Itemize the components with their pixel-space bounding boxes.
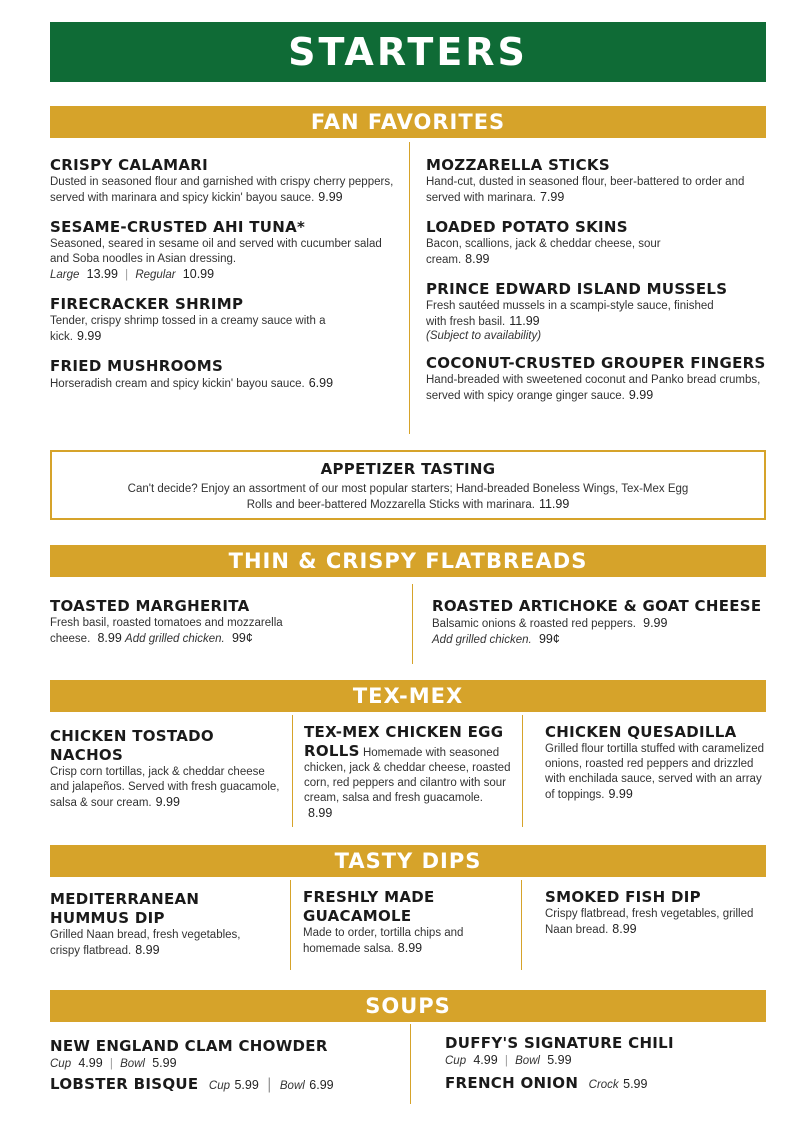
item-description: Dusted in seasoned flour and garnished with crispy cherry peppers, served with marinara and spicy kickin' bayou sauce. 9.99	[50, 176, 394, 204]
item-price: 4.99	[473, 1053, 498, 1067]
section-header-tex-mex: TEX-MEX	[50, 680, 766, 712]
item-description: Grilled flour tortilla stuffed with caramelized onions, roasted red peppers and drizzled with enchilada sauce, served with an array of toppings. 9.99	[545, 743, 765, 801]
item-name: TOASTED MARGHERITA	[50, 597, 250, 615]
menu-item	[50, 218, 400, 283]
menu-item	[50, 727, 286, 811]
item-name: SESAME-CRUSTED AHI TUNA*	[50, 218, 306, 236]
menu-item	[50, 295, 400, 345]
menu-item: DUFFY'S SIGNATURE CHILI Cup 4.99 | Bowl 5.99	[445, 1034, 765, 1069]
item-price: 99¢	[231, 631, 253, 645]
item-price: 4.99	[78, 1056, 103, 1070]
appetizer-tasting-box	[50, 450, 766, 520]
item-price: 13.99	[86, 267, 118, 281]
item-description: Fresh sautéed mussels in a scampi-style sauce, finished with fresh basil. 11.99	[426, 300, 714, 328]
item-size-options: Large 13.99 | Regular 10.99	[50, 267, 215, 281]
item-price: 11.99	[538, 497, 570, 511]
item-description: Balsamic onions & roasted red peppers. 9.99	[432, 616, 668, 630]
item-name: CHICKEN QUESADILLA	[545, 723, 737, 741]
menu-item	[50, 597, 350, 647]
item-name: PRINCE EDWARD ISLAND MUSSELS	[426, 280, 728, 298]
menu-item	[426, 354, 766, 404]
menu-item	[50, 890, 280, 959]
column-divider	[290, 880, 291, 970]
column-divider	[522, 715, 523, 827]
item-description: Crispy flatbread, fresh vegetables, grilled Naan bread. 8.99	[545, 908, 754, 936]
menu-item	[50, 156, 400, 206]
item-name: LOBSTER BISQUE	[50, 1075, 199, 1093]
item-name: FIRECRACKER SHRIMP	[50, 295, 244, 313]
menu-item	[304, 723, 514, 822]
item-name: COCONUT-CRUSTED GROUPER FINGERS	[426, 354, 766, 372]
item-description: Fresh basil, roasted tomatoes and mozzarella cheese. 8.99 Add grilled chicken. 99¢	[50, 617, 283, 645]
item-price: 9.99	[155, 795, 180, 809]
item-price: 11.99	[509, 314, 540, 328]
item-name: FRENCH ONION	[445, 1074, 579, 1092]
item-price: 5.99	[152, 1056, 177, 1070]
section-header-tasty-dips: TASTY DIPS	[50, 845, 766, 877]
menu-item	[50, 357, 400, 392]
menu-item	[426, 280, 766, 342]
item-note: (Subject to availability)	[426, 330, 542, 342]
item-name: TEX-MEX CHICKEN EGG ROLLS	[304, 723, 504, 760]
item-price: 9.99	[643, 616, 668, 630]
item-name: SMOKED FISH DIP	[545, 888, 701, 906]
item-price: 9.99	[318, 190, 343, 204]
menu-item	[426, 156, 766, 206]
item-description: Bacon, scallions, jack & cheddar cheese, sour cream. 8.99	[426, 238, 661, 266]
item-name: CHICKEN TOSTADO NACHOS	[50, 727, 214, 764]
fan-favorites-left-column	[50, 156, 400, 404]
item-price: 9.99	[77, 329, 102, 343]
item-description: Horseradish cream and spicy kickin' bayou sauce. 6.99	[50, 376, 334, 390]
item-price: 5.99	[547, 1053, 572, 1067]
item-name: LOADED POTATO SKINS	[426, 218, 628, 236]
item-price: 5.99	[623, 1077, 648, 1091]
item-description: Hand-breaded with sweetened coconut and Panko bread crumbs, served with spicy orange ginger sauce. 9.99	[426, 374, 761, 402]
item-name: ROASTED ARTICHOKE & GOAT CHEESE	[432, 597, 762, 615]
column-divider	[292, 715, 293, 827]
item-price: 6.99	[309, 1078, 334, 1092]
item-description: Made to order, tortilla chips and homemade salsa. 8.99	[303, 927, 464, 955]
column-divider	[521, 880, 522, 970]
item-description: Tender, crispy shrimp tossed in a creamy sauce with a kick. 9.99	[50, 315, 326, 343]
soups-left-column	[50, 1037, 400, 1094]
item-price: 8.99	[135, 943, 160, 957]
item-name: DUFFY'S SIGNATURE CHILI	[445, 1034, 674, 1052]
item-price: 8.99	[465, 252, 490, 266]
item-name: CRISPY CALAMARI	[50, 156, 208, 174]
item-description: Seasoned, seared in sesame oil and served with cucumber salad and Soba noodles in Asian dressing.	[50, 238, 382, 265]
menu-item: LOBSTER BISQUE Cup 5.99 | Bowl 6.99	[50, 1075, 334, 1093]
item-price: 8.99	[397, 941, 423, 955]
menu-item	[545, 723, 765, 803]
item-description: Can't decide? Enjoy an assortment of our most popular starters; Hand-breaded Boneless Wings, Tex-Mex Egg Rolls and beer-battered Mozzarella Sticks with marinara. 11.99	[127, 483, 689, 511]
item-name: APPETIZER TASTING	[320, 460, 496, 478]
item-name: FRIED MUSHROOMS	[50, 357, 224, 375]
item-price: 5.99	[234, 1078, 259, 1092]
item-description: Crisp corn tortillas, jack & cheddar cheese and jalapeños. Served with fresh guacamole, salsa & sour cream. 9.99	[50, 766, 280, 809]
column-divider	[412, 584, 413, 664]
menu-item: NEW ENGLAND CLAM CHOWDER Cup 4.99 | Bowl 5.99	[50, 1037, 400, 1072]
page-title: STARTERS	[50, 22, 766, 82]
column-divider	[409, 142, 410, 434]
item-price: 8.99	[612, 922, 637, 936]
item-price: 9.99	[628, 388, 654, 402]
item-price: 99¢	[538, 632, 560, 646]
item-name: FRESHLY MADE GUACAMOLE	[303, 888, 435, 925]
column-divider	[410, 1024, 411, 1104]
item-name: MOZZARELLA STICKS	[426, 156, 610, 174]
menu-item	[303, 888, 508, 957]
item-price: 6.99	[308, 376, 334, 390]
item-price: 7.99	[539, 190, 565, 204]
item-price: 9.99	[608, 787, 633, 801]
menu-item	[545, 888, 767, 938]
item-price: 8.99	[308, 806, 333, 820]
menu-item	[426, 218, 766, 268]
item-price: 8.99	[97, 631, 122, 645]
soups-right-column	[445, 1034, 765, 1093]
item-description: Hand-cut, dusted in seasoned flour, beer-battered to order and served with marinara. 7.99	[426, 176, 745, 204]
item-price: 10.99	[182, 267, 215, 281]
section-header-fan-favorites: FAN FAVORITES	[50, 106, 766, 138]
section-header-flatbreads: THIN & CRISPY FLATBREADS	[50, 545, 766, 577]
item-name: NEW ENGLAND CLAM CHOWDER	[50, 1037, 328, 1055]
item-description: TEX-MEX CHICKEN EGG ROLLS Homemade with seasoned chicken, jack & cheddar cheese, roasted corn, red peppers and cilantro with sour cream, salsa and fresh guacamole. 8.99	[304, 723, 511, 820]
menu-item: ROASTED ARTICHOKE & GOAT CHEESE Balsamic onions & roasted red peppers. 9.99 Add grilled chicken. 99¢	[432, 597, 766, 648]
item-description: Grilled Naan bread, fresh vegetables, crispy flatbread. 8.99	[50, 929, 241, 957]
item-name: MEDITERRANEAN HUMMUS DIP	[50, 890, 200, 927]
menu-item: FRENCH ONION Crock 5.99	[445, 1074, 648, 1092]
fan-favorites-right-column	[426, 156, 766, 416]
section-header-soups: SOUPS	[50, 990, 766, 1022]
